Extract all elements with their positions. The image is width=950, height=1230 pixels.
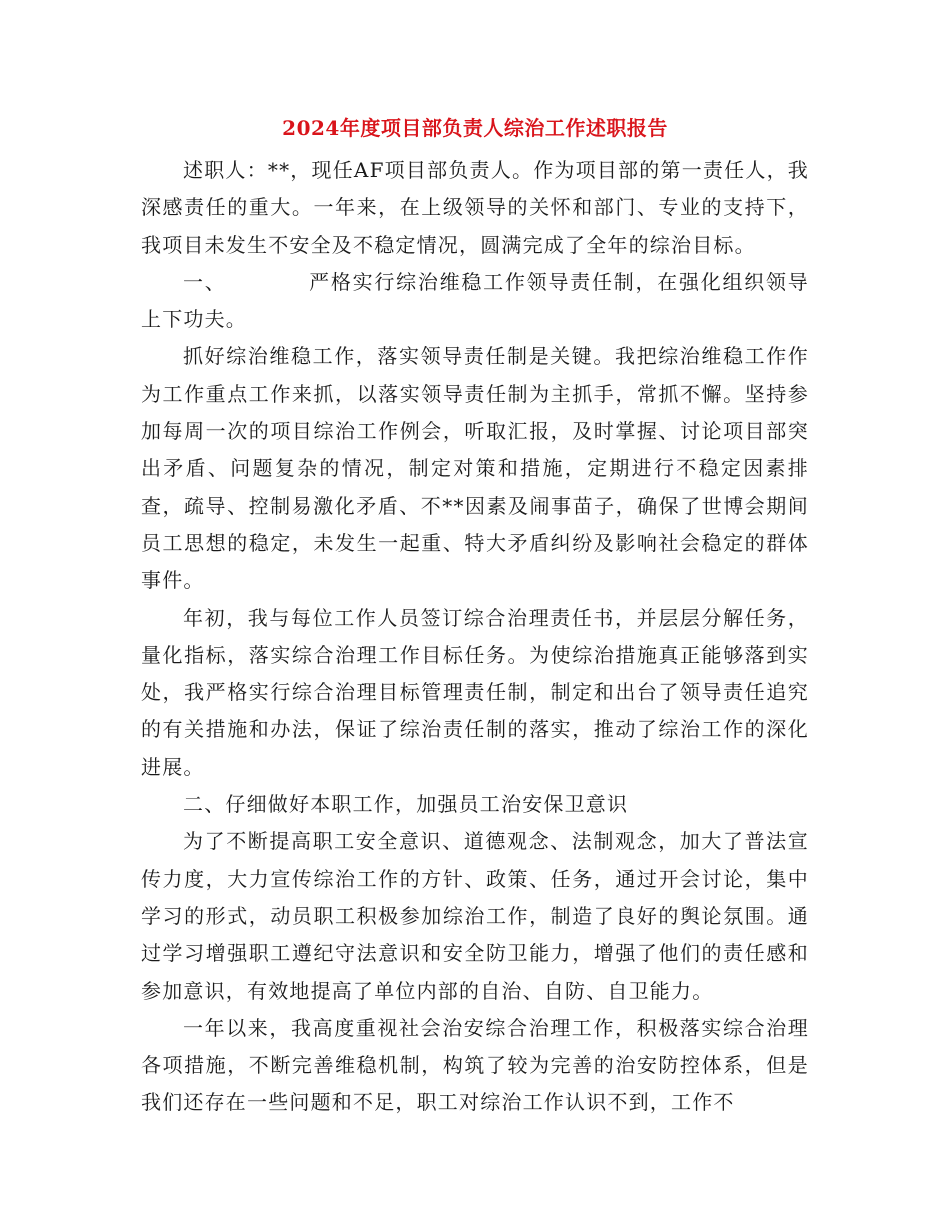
paragraph-summary: 一年以来，我高度重视社会治安综合治理工作，积极落实综合治理各项措施，不断完善维稳机制，构筑了较为完善的治安防控体系，但是我们还存在一些问题和不足，职工对综治工作认识不到，工作不 bbox=[141, 1015, 809, 1115]
paragraph-education: 为了不断提高职工安全意识、道德观念、法制观念，加大了普法宣传力度，大力宣传综治工作的方针、政策、任务，通过开会讨论，集中学习的形式，动员职工积极参加综治工作，制造了良好的舆论氛围。通过学习增强职工遵纪守法意识和安全防卫能力，增强了他们的责任感和参加意识，有效地提高了单位内部的自治、自防、自卫能力。 bbox=[141, 829, 809, 1003]
paragraph-leadership: 抓好综治维稳工作，落实领导责任制是关键。我把综治维稳工作作为工作重点工作来抓，以落实领导责任制为主抓手，常抓不懈。坚持参加每周一次的项目综治工作例会，听取汇报，及时掌握、讨论项目部突出矛盾、问题复杂的情况，制定对策和措施，定期进行不稳定因素排查，疏导、控制易激化矛盾、不**因素及闹事苗子，确保了世博会期间员工思想的稳定，未发生一起重、特大矛盾纠纷及影响社会稳定的群体事件。 bbox=[141, 344, 809, 593]
section-heading-one bbox=[141, 264, 809, 339]
paragraph-intro: 述职人：**，现任AF项目部负责人。作为项目部的第一责任人，我深感责任的重大。一年来，在上级领导的关怀和部门、专业的支持下，我项目未发生不安全及不稳定情况，圆满完成了全年的综治目标。 bbox=[141, 158, 809, 257]
document-title: 2024年度项目部负责人综治工作述职报告 bbox=[282, 116, 668, 140]
section-number-one: 一、 bbox=[183, 269, 227, 294]
section-heading-two: 二、仔细做好本职工作，加强员工治安保卫意识 bbox=[183, 792, 629, 817]
paragraph-responsibility: 年初，我与每位工作人员签订综合治理责任书，并层层分解任务，量化指标，落实综合治理工作目标任务。为使综治措施真正能够落到实处，我严格实行综合治理目标管理责任制，制定和出台了领导责任追究的有关措施和办法，保证了综治责任制的落实，推动了综治工作的深化进展。 bbox=[141, 605, 809, 779]
document-body bbox=[141, 152, 809, 1122]
section-heading-one-text: 严格实行综治维稳工作领导责任制，在强化组织领导上下功夫。 bbox=[141, 269, 809, 332]
